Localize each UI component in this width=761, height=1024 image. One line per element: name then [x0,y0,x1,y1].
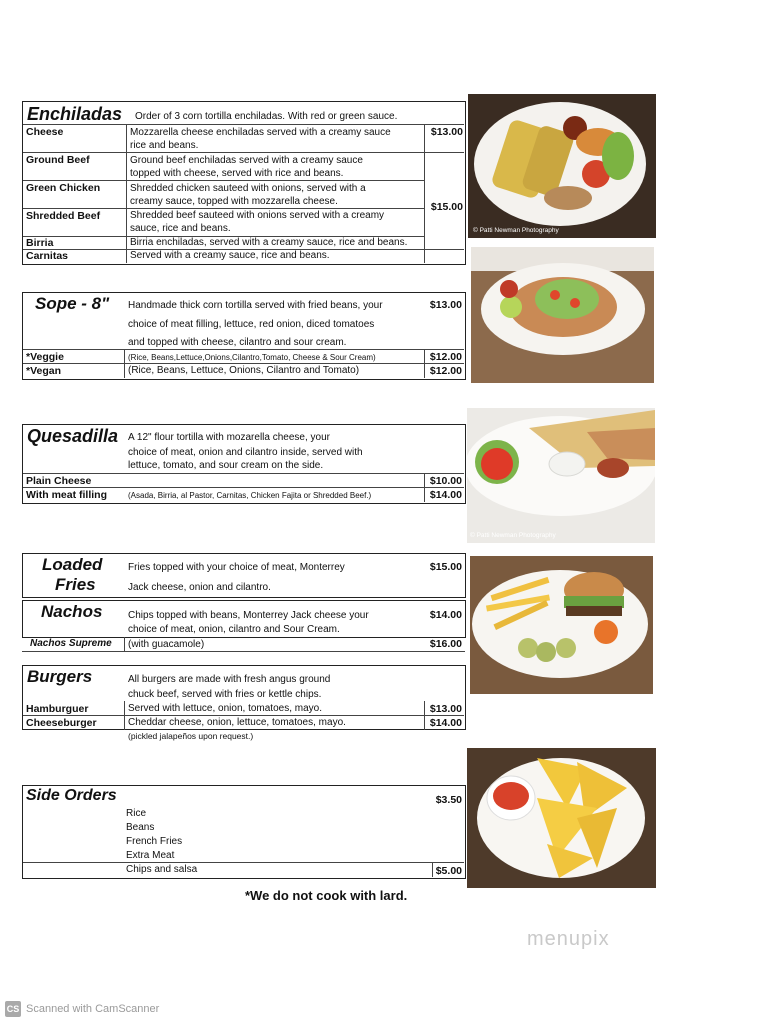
chips-price: $5.00 [435,865,462,877]
menu-item-desc: Shredded beef sauteed with onions served with a creamy [130,210,385,221]
menu-item-name: Birria [26,237,54,249]
sope-price: $13.00 [429,299,462,311]
menu-item-name: Shredded Beef [26,210,101,222]
quesadilla-desc: lettuce, tomato, and sour cream on the side. [128,460,324,471]
burger-photo [470,556,653,694]
side-item: Beans [126,822,155,833]
photo-credit: © Patti Newman Photography [473,227,559,234]
burgers-note: (pickled jalapeños upon request.) [128,731,254,741]
menu-item-name: Hamburguer [26,703,89,715]
side-item: French Fries [126,836,183,847]
menu-item-desc: Cheddar cheese, onion, lettuce, tomatoes, mayo. [128,717,346,728]
divider [23,473,464,474]
menu-item-desc: Served with a creamy sauce, rice and beans. [130,250,330,261]
sope-desc: choice of meat filling, lettuce, red onion, diced tomatoes [128,319,375,330]
camscanner-badge: CS [5,1001,21,1017]
side-item: Extra Meat [126,850,175,861]
enchiladas-intro: Order of 3 corn tortilla enchiladas. With red or green sauce. [135,111,398,122]
loaded-fries-price: $15.00 [429,561,462,573]
nachos-supreme-price: $16.00 [429,638,462,650]
divider [424,124,425,263]
sope-title: Sope - 8" [35,294,110,313]
photo-credit: © Patti Newman Photography [470,532,556,539]
side-item: Chips and salsa [126,864,198,875]
chips-photo [467,748,656,888]
menu-item-name: Plain Cheese [26,475,92,487]
quesadilla-photo [467,408,655,543]
menu-item-price: $14.00 [429,717,462,729]
menu-item-name: Ground Beef [26,154,90,166]
side-orders-title: Side Orders [26,787,117,804]
divider [23,180,425,181]
sope-desc: Handmade thick corn tortilla served with fried beans, your [128,300,383,311]
loaded-fries-desc: Fries topped with your choice of meat, Monterrey [128,562,345,573]
divider [23,124,464,125]
group-price: $15.00 [430,201,463,213]
menu-item-price: $12.00 [429,365,462,377]
camscanner-text: Scanned with CamScanner [26,1003,160,1015]
menu-item-desc: Mozzarella cheese enchiladas served with a creamy sauce [130,127,391,138]
side-item: Rice [126,808,147,819]
menu-item-desc: creamy sauce, topped with mozzarella cheese. [130,196,338,207]
loaded-fries-desc: Jack cheese, onion and cilantro. [128,582,271,593]
menu-item-price: $13.00 [430,126,463,138]
menu-item-price: $10.00 [429,475,462,487]
menu-item-desc: sauce, rice and beans. [130,223,231,234]
burgers-title: Burgers [27,667,93,686]
menu-item-desc: rice and beans. [130,140,199,151]
menu-item-name: *Veggie [26,351,64,363]
burgers-desc: All burgers are made with fresh angus ground [128,674,331,685]
menu-item-price: $12.00 [429,351,462,363]
menu-item-name: *Vegan [26,365,62,377]
menu-item-price: $14.00 [429,489,462,501]
nachos-supreme-name: Nachos Supreme [30,638,112,649]
menu-item-desc: Ground beef enchiladas served with a creamy sauce [130,155,363,166]
nachos-desc: Chips topped with beans, Monterrey Jack cheese your [128,610,369,621]
watermark: menupix [527,928,610,950]
loaded-fries-title: Fries [55,575,96,594]
footer-note: *We do not cook with lard. [245,888,408,903]
divider [23,152,464,153]
menu-item-desc: Served with lettuce, onion, tomatoes, mayo. [128,703,322,714]
divider [23,862,464,863]
menu-item-desc: Shredded chicken sauteed with onions, served with a [130,183,366,194]
enchiladas-title: Enchiladas [27,104,123,124]
quesadilla-desc: choice of meat, onion and cilantro inside, served with [128,447,363,458]
menu-item-price: $13.00 [429,703,462,715]
menu-item-name: Cheeseburger [26,717,97,729]
divider [126,124,127,263]
divider [124,637,125,651]
menu-item-desc: (Rice, Beans, Lettuce, Onions, Cilantro and Tomato) [128,365,360,376]
quesadilla-desc: A 12" flour tortilla with mozarella cheese, your [128,432,330,443]
menu-item-desc: Birria enchiladas, served with a creamy sauce, rice and beans. [130,237,408,248]
menu-item-desc: (Rice, Beans,Lettuce,Onions,Cilantro,Tomato, Cheese & Sour Cream) [128,353,376,362]
enchiladas-photo [468,94,656,238]
burgers-desc: chuck beef, served with fries or kettle chips. [128,689,322,700]
nachos-supreme-desc: (with guacamole) [128,639,205,650]
quesadilla-title: Quesadilla [27,426,119,446]
nachos-price: $14.00 [429,609,462,621]
sope-photo [471,247,654,383]
sope-desc: and topped with cheese, cilantro and sour cream. [128,337,347,348]
divider [23,487,464,488]
divider [22,651,465,652]
side-orders-price: $3.50 [435,794,462,806]
menu-item-desc: topped with cheese, served with rice and beans. [130,168,344,179]
menu-item-name: With meat filling [26,489,107,501]
divider [23,349,464,350]
menu-item-name: Cheese [26,126,64,138]
nachos-desc: choice of meat, onion, cilantro and Sour Cream. [128,624,340,635]
menu-item-name: Carnitas [26,250,69,262]
menu-item-name: Green Chicken [26,182,101,194]
menu-item-desc: (Asada, Birria, al Pastor, Carnitas, Chicken Fajita or Shredded Beef.) [128,491,372,500]
nachos-title: Nachos [41,602,103,621]
loaded-fries-title: Loaded [42,555,103,574]
